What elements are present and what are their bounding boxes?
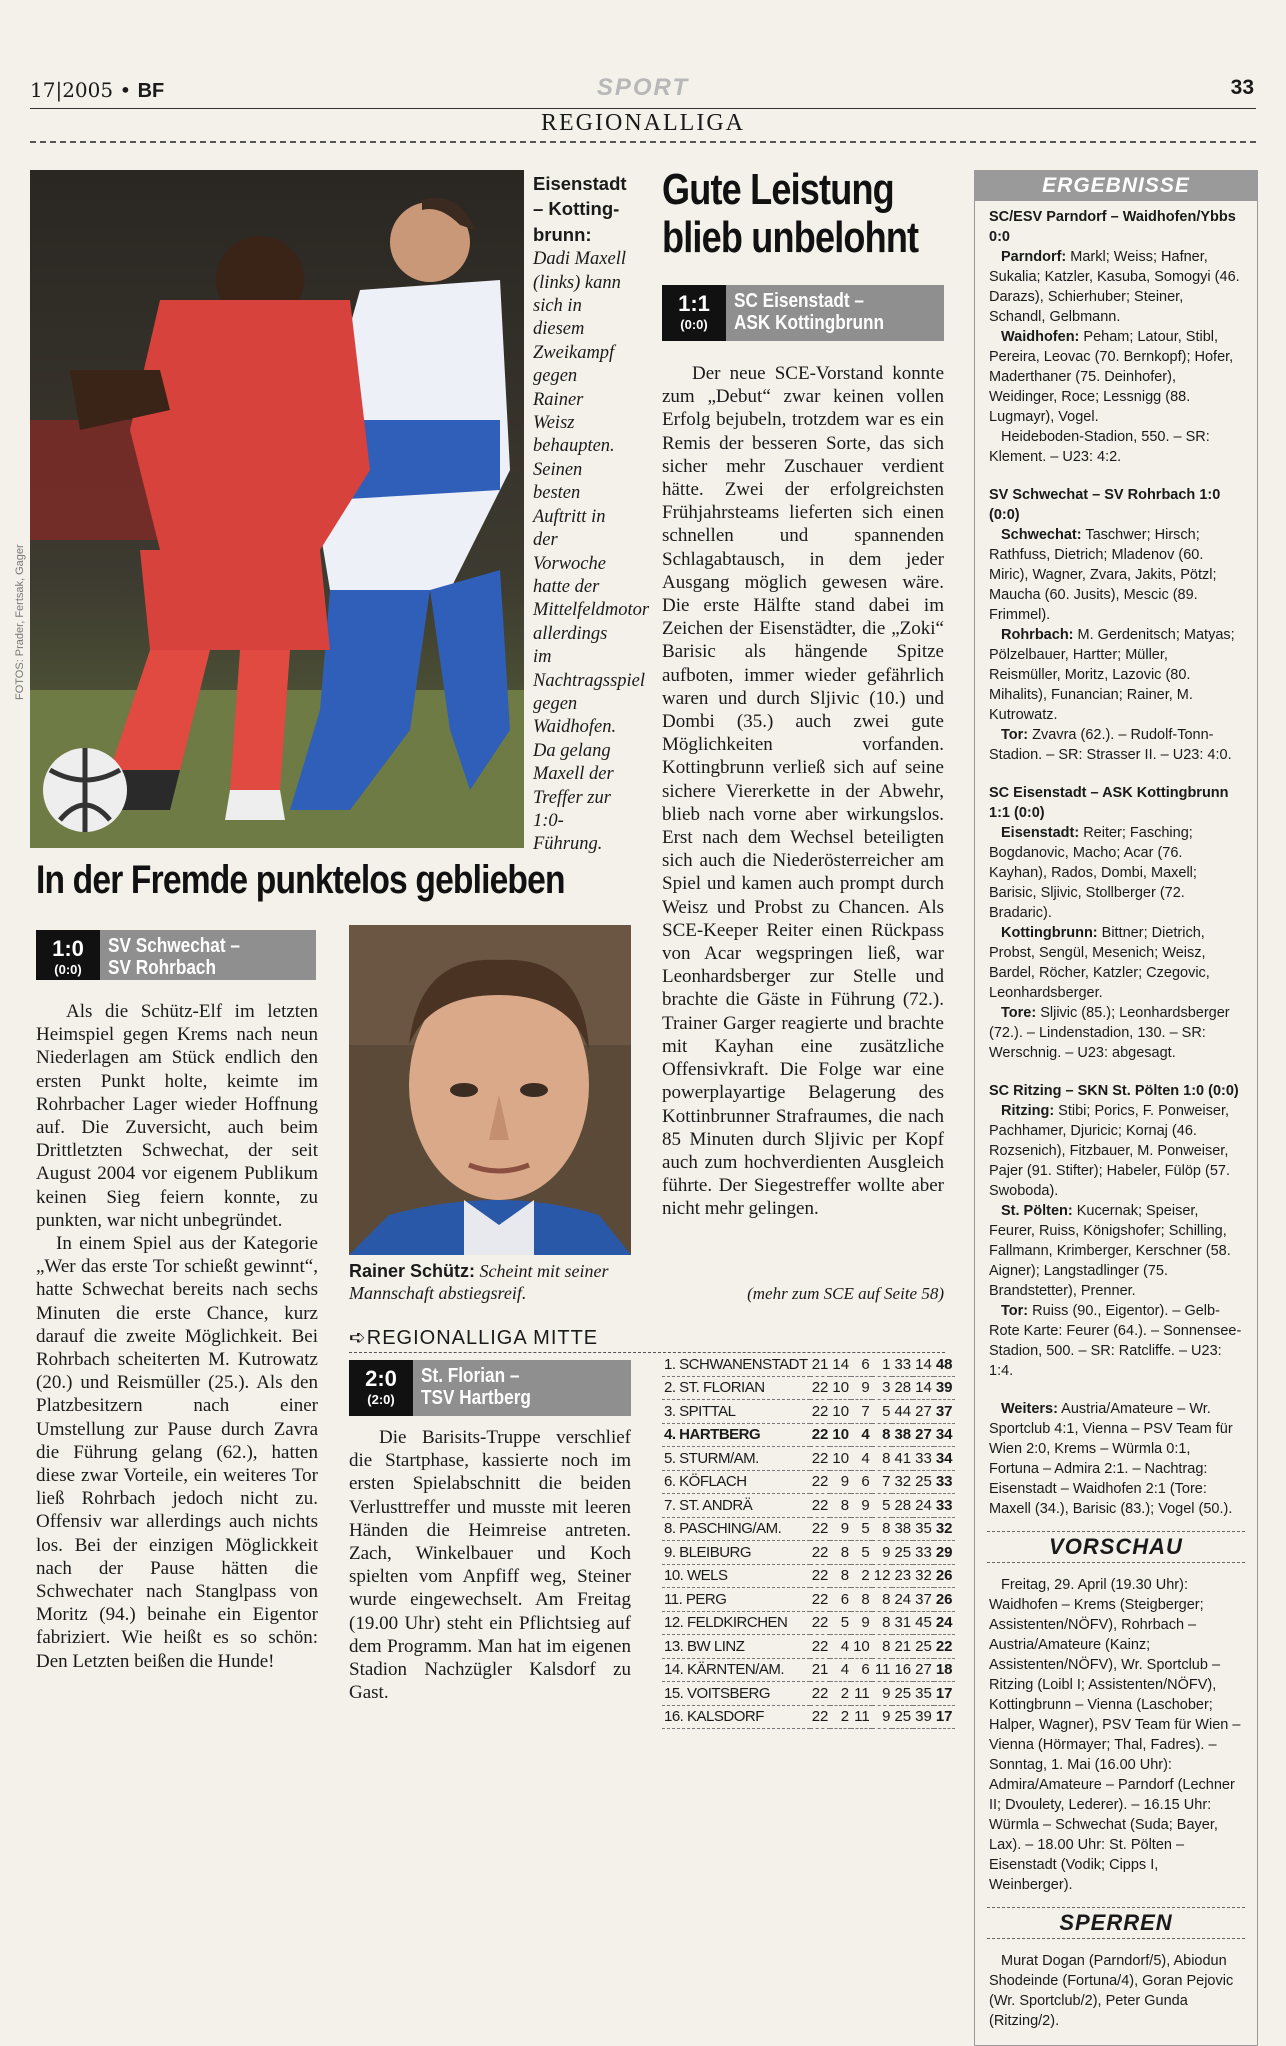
result-text: Reiter; Fasching; Bogdanovic, Macho; Acar (76. Kayhan), Rados, Dombi, Maxell; Barisic, Sljivic, Stollberger (72. Bradaric). <box>989 825 1197 921</box>
table-cell-s: 5 <box>830 1611 851 1635</box>
table-cell-s: 2 <box>830 1682 851 1706</box>
table-cell-s: 4 <box>830 1635 851 1659</box>
table-cell-pts: 17 <box>934 1705 955 1729</box>
table-cell-pts: 37 <box>934 1400 955 1424</box>
table-cell-team: 4. HARTBERG <box>662 1423 810 1447</box>
table-cell-tp: 23 <box>892 1564 913 1588</box>
result-line <box>989 923 1243 1003</box>
table-cell-tp: 28 <box>892 1376 913 1400</box>
table-cell-tm: 45 <box>913 1611 934 1635</box>
vorschau-text <box>975 1569 1257 1901</box>
table-cell-s: 6 <box>830 1588 851 1612</box>
table-cell-u: 4 <box>851 1423 872 1447</box>
table-cell-u: 5 <box>851 1517 872 1541</box>
table-cell-tm: 14 <box>913 1376 934 1400</box>
result-line <box>989 485 1243 525</box>
paragraph: Der neue SCE-Vorstand konnte zum „Debut“ zwar keinen vollen Erfolg bejubeln, trotzdem war es ein Remis der besseren Sorte, das sich sicher mehr Zuschauer verdient hätte. Zwei der erfolgreichsten Frühjahrsteams lieferten sich einen schnellen und spannenden Schlagabtausch, in dem jeder Ausgang möglich gewesen wäre. Die erste Hälfte stand dabei im Zeichen der Eisenstädter, die „Zoki“ Barisic als hängende Spitze aufboten, immer wieder gefährlich waren und durch Sljivic (10.) und Dombi (35.) auch zwei gute Möglichkeiten vorfanden. Kottingbrunn verließ sich auf seine sichere Viererkette in der Abwehr, blieb nach vorne aber wirkungslos. Erst nach dem Wechsel beteiligten sich auch die Niederösterreicher am Spiel und kamen auch prompt durch Weisz und Probst zu Chancen. Als SCE-Keeper Reiter einen Rückpass von Acar wegspringen ließ, war Leonhardsberger zur Stelle und brachte die Gäste in Führung (72.). Trainer Garger reagierte und brachte mit Kayhan eine zusätzliche Offensivkraft. Die Folge war eine powerplayartige Belagerung des Kottinbrunner Strafraumes, die nach 85 Minuten durch Sljivic per Kopf auch zum hochverdienten Ausgleich führte. Der Siegestreffer wollte aber nicht mehr gelingen. <box>662 363 944 1220</box>
sperren-paragraph: Murat Dogan (Parndorf/5), Abiodun Shodeinde (Fortuna/4), Goran Pejovic (Wr. Sportclub/2), Peter Gunda (Ritzing/2). <box>989 1953 1234 2029</box>
table-cell-sp: 22 <box>810 1541 831 1565</box>
table-cell-s: 10 <box>830 1423 851 1447</box>
result-text: Peham; Latour, Stibl, Pereira, Leovac (70. Bernkopf); Hofer, Maderthaner (75. Deinhofer), Weidinger, Roce; Lessnigg (88. Lugmayr), Vogel. <box>989 329 1234 425</box>
portrait-caption <box>349 1260 639 1304</box>
result-text: Heideboden-Stadion, 550. – SR: Klement. – U23: 4:2. <box>989 429 1210 465</box>
table-cell-tp: 25 <box>892 1541 913 1565</box>
result-label: Waidhofen: <box>1001 329 1080 345</box>
table-cell-u: 9 <box>851 1611 872 1635</box>
table-cell-tm: 32 <box>913 1564 934 1588</box>
table-cell-pts: 18 <box>934 1658 955 1682</box>
table-cell-tm: 33 <box>913 1447 934 1471</box>
regionalliga-mitte-title: REGIONALLIGA MITTE <box>366 1327 599 1349</box>
table-cell-u: 4 <box>851 1447 872 1471</box>
photo-caption-text: Dadi Maxell (links) kann sich in diesem Zweikampf gegen Rainer Weisz behaupten. Seinen besten Auftritt in der Vorwoche hatte der Mittelfeldmotor allerdings im Nachtragsspiel gegen Waidhofen. Da gelang Maxell der Treffer zur 1:0-Führung. <box>533 249 650 855</box>
weiters-label: Weiters: <box>1001 1401 1058 1417</box>
score: 2:0 <box>365 1366 397 1391</box>
table-cell-tp: 33 <box>892 1353 913 1376</box>
page-number: 33 <box>1230 76 1254 99</box>
halftime-score: (2:0) <box>367 1392 395 1407</box>
table-cell-team: 14. KÄRNTEN/AM. <box>662 1658 810 1682</box>
headline-line: Gute Leistung <box>662 165 894 214</box>
table-row <box>662 1705 955 1729</box>
score-box-schwechat <box>36 930 316 980</box>
table-cell-n: 8 <box>872 1423 893 1447</box>
header-rule <box>30 108 1256 109</box>
result-text: Ruiss (90., Eigentor). – Gelb-Rote Karte: Feurer (64.). – Sonnensee-Stadion, 500. – SR: Ratcliffe. – U23: 1:4. <box>989 1303 1242 1379</box>
halftime-score: (0:0) <box>54 962 82 977</box>
result-line <box>989 427 1243 467</box>
result-label: Rohrbach: <box>1001 627 1074 643</box>
table-cell-tm: 35 <box>913 1517 934 1541</box>
table-cell-tm: 27 <box>913 1423 934 1447</box>
table-cell-team: 2. ST. FLORIAN <box>662 1376 810 1400</box>
result-line <box>989 1003 1243 1063</box>
result-label: Tore: <box>1001 1005 1037 1021</box>
table-cell-n: 8 <box>872 1611 893 1635</box>
table-cell-tp: 25 <box>892 1682 913 1706</box>
score: 1:1 <box>678 291 710 316</box>
league-table <box>662 1353 953 1729</box>
table-cell-tm: 25 <box>913 1470 934 1494</box>
table-cell-n: 9 <box>872 1682 893 1706</box>
table-cell-sp: 22 <box>810 1376 831 1400</box>
table-row <box>662 1376 955 1400</box>
table-cell-team: 12. FELDKIRCHEN <box>662 1611 810 1635</box>
result-label: SC Ritzing – SKN St. Pölten 1:0 (0:0) <box>989 1083 1239 1099</box>
table-cell-n: 5 <box>872 1400 893 1424</box>
table-cell-sp: 21 <box>810 1658 831 1682</box>
table-cell-s: 8 <box>830 1564 851 1588</box>
table-cell-u: 6 <box>851 1470 872 1494</box>
vorschau-paragraph: Freitag, 29. April (19.30 Uhr): Waidhofen – Krems (Steigberger; Assistenten/NÖFV), Rohrbach – Austria/Amateure (Kainz; Assistenten/NÖFV), Wr. Sportclub – Ritzing (Loibl I; Assistenten/NÖFV), Kottingbrunn – Vienna (Laschober; Halper, Wagner), PSV Team für Wien – Vienna (Hörmayer; Thal, Fadres). – Sonntag, 1. Mai (16.00 Uhr): Admira/Amateure – Parndorf (Lechner II; Dvoulety, Lederer). – 16.15 Uhr: Würmla – Schwechat (Suda; Bayer, Lax). – 18.00 Uhr: St. Pölten – Eisenstadt (Vodik; Cipps I, Weinberger). <box>989 1577 1241 1893</box>
paragraph: Die Barisits-Truppe verschlief die Startphase, kassierte noch im ersten Spielabschnitt die beiden Verlusttreffer und musste mit leeren Händen die Heimreise antreten. Zach, Winkelbauer und Koch spielten vom Anpfiff weg, Steiner wurde eingewechselt. Am Freitag (19.00 Uhr) steht ein Pflichtsieg auf dem Programm. Man hat im eigenen Stadion Nachzügler Kalsdorf zu Gast. <box>349 1427 631 1704</box>
result-label: Kottingbrunn: <box>1001 925 1098 941</box>
weiters-paragraph <box>989 1399 1243 1519</box>
table-cell-pts: 26 <box>934 1564 955 1588</box>
table-cell-team: 7. ST. ANDRÄ <box>662 1494 810 1518</box>
table-cell-sp: 22 <box>810 1470 831 1494</box>
result-text: Stibi; Porics, F. Ponweiser, Pachhamer, Djuricic; Kornaj (46. Rozsenich), Fitzbauer, M. Ponweiser, Pajer (91. Stifter); Habeler, Fülöp (57. Swoboda). <box>989 1103 1230 1199</box>
table-cell-sp: 22 <box>810 1400 831 1424</box>
photo-credit: FOTOS: Prader, Fertsak, Gager <box>14 544 26 700</box>
table-cell-n: 12 <box>872 1564 893 1588</box>
ergebnisse-title: ERGEBNISSE <box>975 171 1257 201</box>
table-cell-pts: 17 <box>934 1682 955 1706</box>
table-cell-tm: 37 <box>913 1588 934 1612</box>
table-cell-u: 8 <box>851 1588 872 1612</box>
article-body-right <box>662 362 944 1221</box>
table-cell-n: 5 <box>872 1494 893 1518</box>
table-cell-u: 9 <box>851 1376 872 1400</box>
table-cell-pts: 22 <box>934 1635 955 1659</box>
table-row <box>662 1658 955 1682</box>
table-cell-sp: 22 <box>810 1564 831 1588</box>
table-cell-tm: 14 <box>913 1353 934 1376</box>
table-row <box>662 1447 955 1471</box>
result-line <box>989 525 1243 625</box>
result-line <box>989 1301 1243 1381</box>
table-cell-tm: 25 <box>913 1635 934 1659</box>
header-divider <box>30 141 1256 143</box>
table-cell-tp: 38 <box>892 1423 913 1447</box>
table-cell-sp: 22 <box>810 1423 831 1447</box>
result-line <box>989 783 1243 823</box>
table-cell-n: 1 <box>872 1353 893 1376</box>
table-cell-pts: 33 <box>934 1470 955 1494</box>
result-line <box>989 207 1243 247</box>
result-line <box>989 625 1243 725</box>
regionalliga-mitte-body <box>349 1426 631 1704</box>
team-away: SV Rohrbach <box>108 957 216 979</box>
result-label: SV Schwechat – SV Rohrbach 1:0 (0:0) <box>989 487 1221 523</box>
result-text: Zvavra (62.). – Rudolf-Tonn-Stadion. – SR: Strasser II. – U23: 4:0. <box>989 727 1232 763</box>
table-cell-n: 3 <box>872 1376 893 1400</box>
table-cell-sp: 22 <box>810 1705 831 1729</box>
table-cell-u: 9 <box>851 1494 872 1518</box>
table-cell-s: 10 <box>830 1400 851 1424</box>
table-cell-tm: 33 <box>913 1541 934 1565</box>
portrait-caption-text: Scheint mit seiner Mannschaft abstiegsreif. <box>349 1261 609 1303</box>
table-cell-pts: 33 <box>934 1494 955 1518</box>
article-headline-left: In der Fremde punktelos geblieben <box>36 858 565 902</box>
table-cell-team: 8. PASCHING/AM. <box>662 1517 810 1541</box>
table-row <box>662 1611 955 1635</box>
section-label: SPORT <box>596 74 690 101</box>
result-line <box>989 1101 1243 1201</box>
table-row <box>662 1541 955 1565</box>
table-cell-u: 6 <box>851 1658 872 1682</box>
table-cell-s: 4 <box>830 1658 851 1682</box>
table-cell-n: 8 <box>872 1588 893 1612</box>
vorschau-title: VORSCHAU <box>987 1531 1245 1563</box>
weiters-text: Austria/Amateure – Wr. Sportclub 4:1, Vienna – PSV Team für Wien 2:0, Krems – Würmla 0:1, Fortuna – Admira 2:1. – Nachtrag: Eisenstadt – Waidhofen 2:1 (Tore: Maxell (34.), Barisic (83.); Vogel (50.). <box>989 1401 1233 1517</box>
table-cell-n: 8 <box>872 1517 893 1541</box>
team-away: ASK Kottingbrunn <box>734 312 884 334</box>
table-cell-s: 8 <box>830 1494 851 1518</box>
table-cell-tp: 38 <box>892 1517 913 1541</box>
sperren-title: SPERREN <box>987 1907 1245 1939</box>
paragraph: Als die Schütz-Elf im letzten Heimspiel gegen Krems nach neun Niederlagen am Stück endlich den ersten Punkt holte, keimte im Rohrbacher Lager wieder Hoffnung auf. Die Zuversicht, auch beim Drittletzten Schwechat, der seit August 2004 vor eigenem Publikum keinen Sieg feiern konnte, zu punkten, war nicht unbegründet. <box>36 1001 318 1231</box>
table-cell-team: 16. KALSDORF <box>662 1705 810 1729</box>
result-label: Parndorf: <box>1001 249 1067 265</box>
table-cell-n: 8 <box>872 1635 893 1659</box>
table-cell-team: 9. BLEIBURG <box>662 1541 810 1565</box>
result-text: M. Gerdenitsch; Matyas; Pölzelbauer, Hartter; Müller, Reismüller, Moritz, Lazovic (80. Mihalits), Funancian; Rainer, M. Kutrowatz. <box>989 627 1235 723</box>
table-cell-pts: 34 <box>934 1423 955 1447</box>
table-cell-pts: 39 <box>934 1376 955 1400</box>
table-cell-team: 10. WELS <box>662 1564 810 1588</box>
table-cell-s: 2 <box>830 1705 851 1729</box>
ergebnisse-text <box>975 201 1257 1525</box>
result-text: Sljivic (85.); Leonhardsberger (72.). – Lindenstadion, 130. – SR: Werschnig. – U23: abgesagt. <box>989 1005 1230 1061</box>
table-cell-sp: 22 <box>810 1682 831 1706</box>
table-cell-tp: 28 <box>892 1494 913 1518</box>
photo-caption <box>533 172 650 857</box>
table-cell-tm: 39 <box>913 1705 934 1729</box>
table-cell-u: 2 <box>851 1564 872 1588</box>
table-cell-team: 3. SPITTAL <box>662 1400 810 1424</box>
results-column <box>974 170 1258 2046</box>
team-away: TSV Hartberg <box>421 1387 531 1409</box>
result-label: St. Pölten: <box>1001 1203 1073 1219</box>
regionalliga-mitte-header <box>349 1325 945 1353</box>
result-label: Eisenstadt: <box>1001 825 1080 841</box>
result-text: Bittner; Dietrich, Probst, Sengül, Mesenich; Weisz, Bardel, Röcher, Katzler; Czegovic, Leonhardsberger. <box>989 925 1210 1001</box>
result-line <box>989 725 1243 765</box>
article-headline-right <box>662 166 918 262</box>
more-reference: (mehr zum SCE auf Seite 58) <box>747 1284 944 1303</box>
table-cell-pts: 29 <box>934 1541 955 1565</box>
table-cell-sp: 22 <box>810 1447 831 1471</box>
table-cell-team: 11. PERG <box>662 1588 810 1612</box>
score-box-florian <box>349 1360 631 1416</box>
table-cell-u: 7 <box>851 1400 872 1424</box>
table-row <box>662 1470 955 1494</box>
table-cell-sp: 22 <box>810 1517 831 1541</box>
portrait-photo <box>349 925 631 1255</box>
score-box-eisenstadt <box>662 285 944 341</box>
table-cell-tp: 25 <box>892 1705 913 1729</box>
article-body-left <box>36 1000 318 1673</box>
table-cell-tm: 27 <box>913 1658 934 1682</box>
table-row <box>662 1682 955 1706</box>
result-line <box>989 823 1243 923</box>
score: 1:0 <box>52 936 84 961</box>
table-cell-sp: 22 <box>810 1611 831 1635</box>
table-cell-tp: 21 <box>892 1635 913 1659</box>
table-cell-u: 5 <box>851 1541 872 1565</box>
result-text: Markl; Weiss; Hafner, Sukalia; Katzler, Kasuba, Somogyi (46. Darazs), Schierhuber; Steiner, Schandl, Gelbmann. <box>989 249 1240 325</box>
table-cell-n: 11 <box>872 1658 893 1682</box>
table-cell-pts: 48 <box>934 1353 955 1376</box>
table-cell-tp: 44 <box>892 1400 913 1424</box>
arrow-icon: ➪ <box>349 1327 367 1349</box>
result-line <box>989 327 1243 427</box>
table-cell-s: 14 <box>830 1353 851 1376</box>
table-cell-team: 15. VOITSBERG <box>662 1682 810 1706</box>
team-home: St. Florian – <box>421 1365 520 1387</box>
table-cell-tm: 24 <box>913 1494 934 1518</box>
result-label: Tor: <box>1001 1303 1029 1319</box>
table-cell-pts: 32 <box>934 1517 955 1541</box>
table-row <box>662 1564 955 1588</box>
table-cell-pts: 24 <box>934 1611 955 1635</box>
table-cell-u: 10 <box>851 1635 872 1659</box>
table-cell-team: 6. KÖFLACH <box>662 1470 810 1494</box>
table-row <box>662 1517 955 1541</box>
table-cell-n: 9 <box>872 1541 893 1565</box>
team-home: SC Eisenstadt – <box>734 290 865 312</box>
table-cell-tm: 27 <box>913 1400 934 1424</box>
result-label: SC Eisenstadt – ASK Kottingbrunn 1:1 (0:0) <box>989 785 1229 821</box>
table-cell-sp: 22 <box>810 1635 831 1659</box>
table-row <box>662 1588 955 1612</box>
sperren-text <box>975 1945 1257 2045</box>
table-cell-tm: 35 <box>913 1682 934 1706</box>
table-row <box>662 1423 955 1447</box>
table-cell-team: 1. SCHWANENSTADT <box>662 1353 810 1376</box>
photo-caption-lead: Eisenstadt – Kotting- brunn: <box>533 173 627 245</box>
table-cell-tp: 32 <box>892 1470 913 1494</box>
table-cell-sp: 22 <box>810 1494 831 1518</box>
table-cell-sp: 21 <box>810 1353 831 1376</box>
table-cell-tp: 31 <box>892 1611 913 1635</box>
section-title: REGIONALLIGA <box>541 110 745 136</box>
table-row <box>662 1400 955 1424</box>
table-cell-s: 9 <box>830 1517 851 1541</box>
table-cell-s: 9 <box>830 1470 851 1494</box>
result-label: Schwechat: <box>1001 527 1082 543</box>
table-cell-pts: 34 <box>934 1447 955 1471</box>
result-text: Taschwer; Hirsch; Rathfuss, Dietrich; Mladenov (60. Miric), Wagner, Zvara, Jakits, Pötzl; Maucha (60. Jusits), Mescic (89. Frimmel). <box>989 527 1217 623</box>
table-row <box>662 1635 955 1659</box>
headline-line: blieb unbelohnt <box>662 213 919 262</box>
table-row <box>662 1494 955 1518</box>
table-cell-s: 10 <box>830 1376 851 1400</box>
table-cell-n: 9 <box>872 1705 893 1729</box>
result-line <box>989 1201 1243 1301</box>
table-cell-tp: 24 <box>892 1588 913 1612</box>
table-cell-tp: 41 <box>892 1447 913 1471</box>
table-cell-team: 13. BW LINZ <box>662 1635 810 1659</box>
match-photo <box>30 170 524 848</box>
result-line <box>989 247 1243 327</box>
table-cell-pts: 26 <box>934 1588 955 1612</box>
table-cell-n: 8 <box>872 1447 893 1471</box>
paragraph: In einem Spiel aus der Kategorie „Wer das erste Tor schießt gewinnt“, hatte Schwechat bereits nach sechs Minuten die erste Chance, kurz darauf die zweite Möglichkeit. Bei Rohrbach scheiterten M. Kutrowatz (20.) und Reismüller (25.). Als den Platzbesitzern nach einer Umstellung zur Pause durch Zavra die Führung gelang (62.), hatten diese zwar Vorteile, ein weiteres Tor ließ Rohrbach jedoch nicht zu. Offensiv war allerdings auch nichts los. Bei der einzigen Möglickkeit nach der Pause hätten die Schwechater nach Stanglpass von Moritz (94.) beinahe ein Eigentor fabriziert. Wie heißt es so schön: Den Letzten beißen die Hunde! <box>36 1233 318 1672</box>
table-cell-sp: 22 <box>810 1588 831 1612</box>
table-cell-tp: 16 <box>892 1658 913 1682</box>
halftime-score: (0:0) <box>680 317 708 332</box>
result-label: SC/ESV Parndorf – Waidhofen/Ybbs 0:0 <box>989 209 1236 245</box>
table-cell-n: 7 <box>872 1470 893 1494</box>
result-text: Kucernak; Speiser, Feurer, Ruiss, Königshofer; Schilling, Fallmann, Krimberger, Kerschner (58. Aigner); Langstadlinger (75. Brandstetter), Prenner. <box>989 1203 1231 1299</box>
portrait-caption-name: Rainer Schütz: <box>349 1261 476 1281</box>
table-row <box>662 1353 955 1376</box>
table-cell-team: 5. STURM/AM. <box>662 1447 810 1471</box>
table-cell-u: 11 <box>851 1682 872 1706</box>
issue-info: 17|2005 • BF <box>30 78 165 102</box>
result-label: Tor: <box>1001 727 1029 743</box>
result-label: Ritzing: <box>1001 1103 1055 1119</box>
table-cell-u: 6 <box>851 1353 872 1376</box>
team-home: SV Schwechat – <box>108 935 240 957</box>
table-cell-s: 8 <box>830 1541 851 1565</box>
result-line <box>989 1081 1243 1101</box>
table-cell-u: 11 <box>851 1705 872 1729</box>
table-cell-s: 10 <box>830 1447 851 1471</box>
